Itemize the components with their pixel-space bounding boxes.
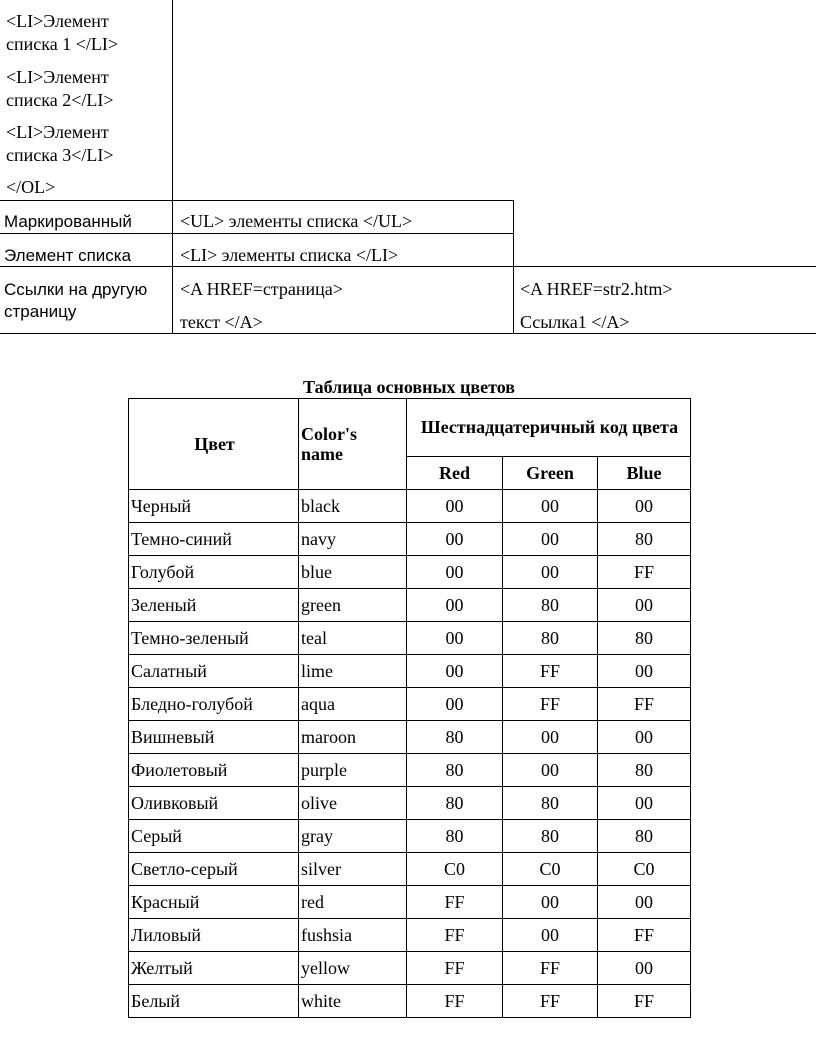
list-item-line: списка 2</LI> xyxy=(6,90,114,110)
color-name-cell: silver xyxy=(299,853,407,886)
divider xyxy=(0,200,513,201)
list-item-line: списка 3</LI> xyxy=(6,145,114,165)
header-color-name xyxy=(299,399,407,490)
blue-value-cell: 80 xyxy=(598,523,691,556)
table-row xyxy=(129,556,691,589)
color-ru-cell: Желтый xyxy=(129,952,299,985)
red-value-cell: 00 xyxy=(407,688,503,721)
row-syntax: <A HREF=страница> xyxy=(180,279,343,299)
table-row xyxy=(129,721,691,754)
green-value-cell: 00 xyxy=(503,721,598,754)
green-value-cell: C0 xyxy=(503,853,598,886)
blue-value-cell: 80 xyxy=(598,754,691,787)
green-value-cell: 80 xyxy=(503,820,598,853)
colors-table xyxy=(128,398,691,1018)
blue-value-cell: 80 xyxy=(598,622,691,655)
blue-value-cell: 00 xyxy=(598,952,691,985)
divider xyxy=(0,233,513,234)
table-row xyxy=(129,523,691,556)
red-value-cell: 00 xyxy=(407,523,503,556)
color-ru-cell: Голубой xyxy=(129,556,299,589)
green-value-cell: 00 xyxy=(503,919,598,952)
table-row xyxy=(129,787,691,820)
list-item-line: списка 1 </LI> xyxy=(6,34,118,54)
color-name-cell: blue xyxy=(299,556,407,589)
red-value-cell: 00 xyxy=(407,490,503,523)
list-item-line: <LI>Элемент xyxy=(6,122,109,142)
color-name-cell: navy xyxy=(299,523,407,556)
green-value-cell: 80 xyxy=(503,787,598,820)
divider xyxy=(513,200,514,334)
color-name-cell: fushsia xyxy=(299,919,407,952)
table-row xyxy=(129,853,691,886)
green-value-cell: FF xyxy=(503,952,598,985)
table-row xyxy=(129,985,691,1018)
table-row xyxy=(129,490,691,523)
blue-value-cell: C0 xyxy=(598,853,691,886)
color-name-cell: olive xyxy=(299,787,407,820)
color-ru-cell: Светло-серый xyxy=(129,853,299,886)
red-value-cell: C0 xyxy=(407,853,503,886)
color-name-cell: red xyxy=(299,886,407,919)
color-name-cell: yellow xyxy=(299,952,407,985)
color-ru-cell: Фиолетовый xyxy=(129,754,299,787)
red-value-cell: 80 xyxy=(407,787,503,820)
color-name-cell: black xyxy=(299,490,407,523)
color-ru-cell: Черный xyxy=(129,490,299,523)
blue-value-cell: FF xyxy=(598,985,691,1018)
color-ru-cell: Зеленый xyxy=(129,589,299,622)
red-value-cell: 00 xyxy=(407,622,503,655)
header-name-line: Color's xyxy=(301,424,357,444)
ol-close-tag: </OL> xyxy=(6,177,56,197)
color-ru-cell: Темно-синий xyxy=(129,523,299,556)
row-label: Маркированный xyxy=(4,212,132,231)
table-row xyxy=(129,886,691,919)
blue-value-cell: FF xyxy=(598,919,691,952)
color-ru-cell: Бледно-голубой xyxy=(129,688,299,721)
red-value-cell: FF xyxy=(407,952,503,985)
green-value-cell: 00 xyxy=(503,490,598,523)
row-label: Ссылки на другую xyxy=(4,280,148,299)
green-value-cell: 80 xyxy=(503,589,598,622)
color-name-cell: aqua xyxy=(299,688,407,721)
divider xyxy=(0,333,816,334)
color-ru-cell: Салатный xyxy=(129,655,299,688)
table-row xyxy=(129,754,691,787)
list-item-line: <LI>Элемент xyxy=(6,11,109,31)
red-value-cell: FF xyxy=(407,886,503,919)
red-value-cell: 00 xyxy=(407,589,503,622)
color-ru-cell: Вишневый xyxy=(129,721,299,754)
list-item-line: <LI>Элемент xyxy=(6,67,109,87)
row-syntax: <LI> элементы списка </LI> xyxy=(180,245,399,265)
table-row xyxy=(129,952,691,985)
table-caption: Таблица основных цветов xyxy=(303,377,515,397)
blue-value-cell: 00 xyxy=(598,490,691,523)
green-value-cell: 00 xyxy=(503,886,598,919)
color-name-cell: white xyxy=(299,985,407,1018)
green-value-cell: 00 xyxy=(503,754,598,787)
row-label: Элемент списка xyxy=(4,246,132,265)
red-value-cell: 80 xyxy=(407,820,503,853)
green-value-cell: FF xyxy=(503,985,598,1018)
blue-value-cell: 00 xyxy=(598,589,691,622)
table-row xyxy=(129,688,691,721)
color-name-cell: maroon xyxy=(299,721,407,754)
color-ru-cell: Оливковый xyxy=(129,787,299,820)
row-label: страницу xyxy=(4,302,77,321)
color-ru-cell: Красный xyxy=(129,886,299,919)
table-row xyxy=(129,622,691,655)
blue-value-cell: 00 xyxy=(598,721,691,754)
red-value-cell: 00 xyxy=(407,655,503,688)
red-value-cell: FF xyxy=(407,985,503,1018)
header-name-line: name xyxy=(301,444,343,464)
header-green: Green xyxy=(503,456,598,489)
divider xyxy=(172,0,173,334)
header-red: Red xyxy=(407,456,503,489)
row-example: <A HREF=str2.htm> xyxy=(520,279,673,299)
red-value-cell: 80 xyxy=(407,721,503,754)
green-value-cell: 00 xyxy=(503,556,598,589)
color-name-cell: gray xyxy=(299,820,407,853)
color-name-cell: lime xyxy=(299,655,407,688)
table-row xyxy=(129,919,691,952)
green-value-cell: FF xyxy=(503,655,598,688)
blue-value-cell: 80 xyxy=(598,820,691,853)
row-example: Ссылка1 </A> xyxy=(520,312,630,332)
blue-value-cell: 00 xyxy=(598,787,691,820)
red-value-cell: 00 xyxy=(407,556,503,589)
blue-value-cell: FF xyxy=(598,688,691,721)
color-ru-cell: Серый xyxy=(129,820,299,853)
blue-value-cell: 00 xyxy=(598,886,691,919)
blue-value-cell: 00 xyxy=(598,655,691,688)
red-value-cell: FF xyxy=(407,919,503,952)
green-value-cell: 00 xyxy=(503,523,598,556)
color-name-cell: teal xyxy=(299,622,407,655)
color-name-cell: green xyxy=(299,589,407,622)
row-syntax: текст </A> xyxy=(180,312,263,332)
row-syntax: <UL> элементы списка </UL> xyxy=(180,211,413,231)
color-ru-cell: Темно-зеленый xyxy=(129,622,299,655)
table-row xyxy=(129,820,691,853)
table-row xyxy=(129,655,691,688)
color-name-cell: purple xyxy=(299,754,407,787)
header-color: Цвет xyxy=(129,399,299,490)
color-ru-cell: Лиловый xyxy=(129,919,299,952)
blue-value-cell: FF xyxy=(598,556,691,589)
html-tags-table xyxy=(0,0,816,334)
header-hex-code: Шестнадцатеричный код цвета xyxy=(407,399,691,457)
header-blue: Blue xyxy=(598,456,691,489)
color-ru-cell: Белый xyxy=(129,985,299,1018)
table-row xyxy=(129,589,691,622)
green-value-cell: 80 xyxy=(503,622,598,655)
green-value-cell: FF xyxy=(503,688,598,721)
red-value-cell: 80 xyxy=(407,754,503,787)
